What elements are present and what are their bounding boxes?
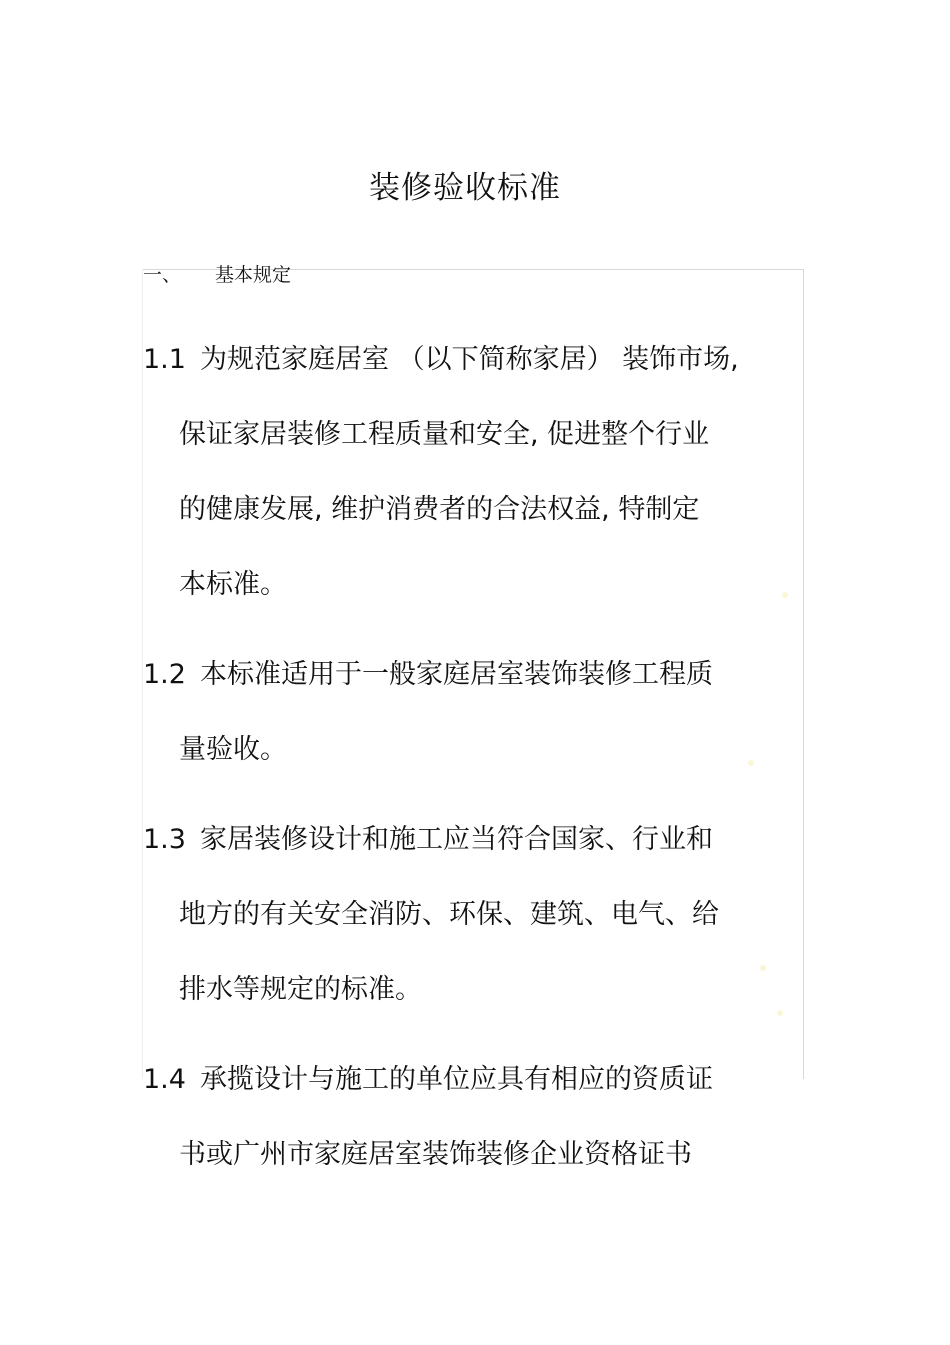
clause-line [143, 820, 808, 895]
clause-line: 量验收。 [179, 734, 287, 765]
document-title: 装修验收标准 [369, 170, 561, 206]
clause-line: 书或广州市家庭居室装饰装修企业资格证书 [179, 1139, 692, 1170]
clause-line [143, 340, 808, 415]
clause-number: 1.4 [143, 1064, 186, 1095]
clause-text: 本标准适用于一般家庭居室装饰装修工程质 [200, 659, 713, 690]
clause-text: 承揽设计与施工的单位应具有相应的资质证 [200, 1064, 713, 1095]
clause-number: 1.2 [143, 659, 186, 690]
clause-text: 为规范家庭居室 （以下简称家居） 装饰市场, [200, 344, 739, 375]
clause-1-2 [143, 655, 808, 805]
clause-text: 家居装修设计和施工应当符合国家、行业和 [200, 824, 713, 855]
clause-1-1 [143, 340, 808, 640]
clause-1-4 [143, 1060, 808, 1210]
section-title: 基本规定 [215, 264, 292, 286]
clause-1-3 [143, 820, 808, 1045]
clause-line: 排水等规定的标准。 [179, 974, 422, 1005]
clause-line [143, 655, 808, 730]
clause-line: 本标准。 [179, 569, 287, 600]
section-heading [143, 262, 291, 288]
clause-line: 保证家居装修工程质量和安全, 促进整个行业 [179, 419, 710, 450]
clause-number: 1.1 [143, 344, 186, 375]
clause-number: 1.3 [143, 824, 186, 855]
section-number: 一、 [143, 264, 182, 286]
clause-line: 的健康发展, 维护消费者的合法权益, 特制定 [179, 494, 700, 525]
clause-line [143, 1060, 808, 1135]
clause-line: 地方的有关安全消防、环保、建筑、电气、给 [179, 899, 719, 930]
